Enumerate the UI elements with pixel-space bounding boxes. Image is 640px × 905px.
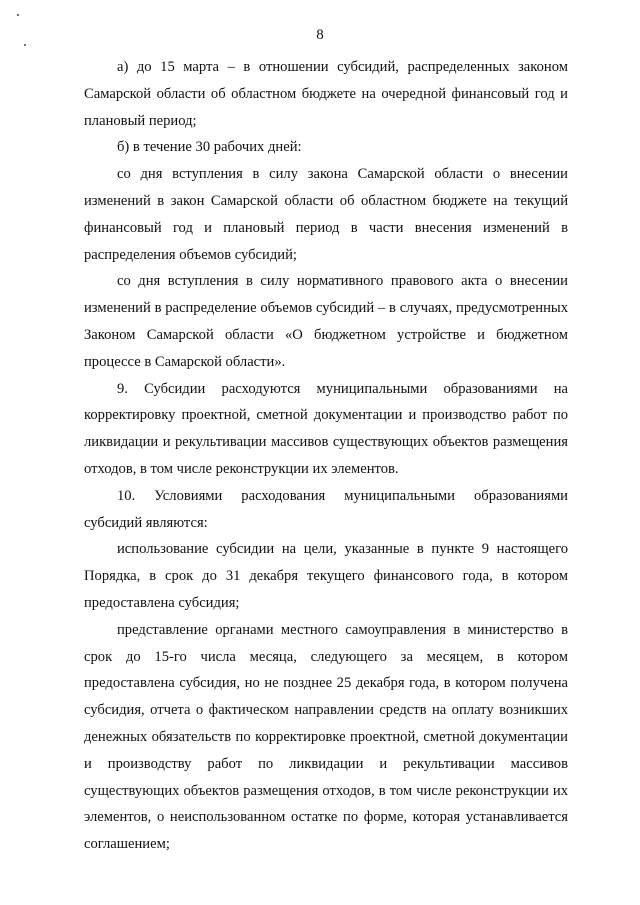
paragraph-report-submission: представление органами местного самоуправления в министерство в срок до 15-го числа месяца, следующего за месяцем, в котором предоставлена субсидия, но не позднее 25 декабря года, в котором получена субсидия, отчета о фактическом направлении средств на оплату возникших денежных обязательств по корректировке проектной, сметной документации и производству работ по ликвидации и рекультивации массивов существующих объектов размещения отходов, в том числе реконструкции их элементов, о неиспользованном остатке по форме, которая устанавливается соглашением; bbox=[84, 621, 568, 853]
paragraph-item-9: 9. Субсидии расходуются муниципальными образованиями на корректировку проектной, сметной документации и производство работ по ликвидации и рекультивации массивов существующих объектов размещения отходов, в том числе реконструкции их элементов. bbox=[84, 380, 568, 477]
page-number: 8 bbox=[316, 27, 324, 43]
paragraph-a-deadline: а) до 15 марта – в отношении субсидий, распределенных законом Самарской области об областном бюджете на очередной финансовый год и плановый период; bbox=[84, 59, 568, 129]
paragraph-b-deadline: б) в течение 30 рабочих дней: bbox=[117, 139, 302, 156]
scan-speck bbox=[17, 14, 19, 16]
paragraph-item-10: 10. Условиями расходования муниципальными образованиями субсидий являются: bbox=[84, 487, 568, 531]
document-body bbox=[84, 54, 568, 858]
paragraph-normative-act: со дня вступления в силу нормативного правового акта о внесении изменений в распределение объемов субсидий – в случаях, предусмотренных Законом Самарской области «О бюджетном устройстве и бюджетном процессе в Самарской области». bbox=[84, 273, 568, 370]
paragraph-law-amendment: со дня вступления в силу закона Самарской области о внесении изменений в закон Самарской области об областном бюджете на текущий финансовый год и плановый период в части внесения изменений в распределения объемов субсидий; bbox=[84, 166, 568, 263]
scan-speck bbox=[24, 44, 26, 46]
paragraph-use-of-subsidy: использование субсидии на цели, указанные в пункте 9 настоящего Порядка, в срок до 31 декабря текущего финансового года, в котором предоставлена субсидия; bbox=[84, 541, 568, 611]
